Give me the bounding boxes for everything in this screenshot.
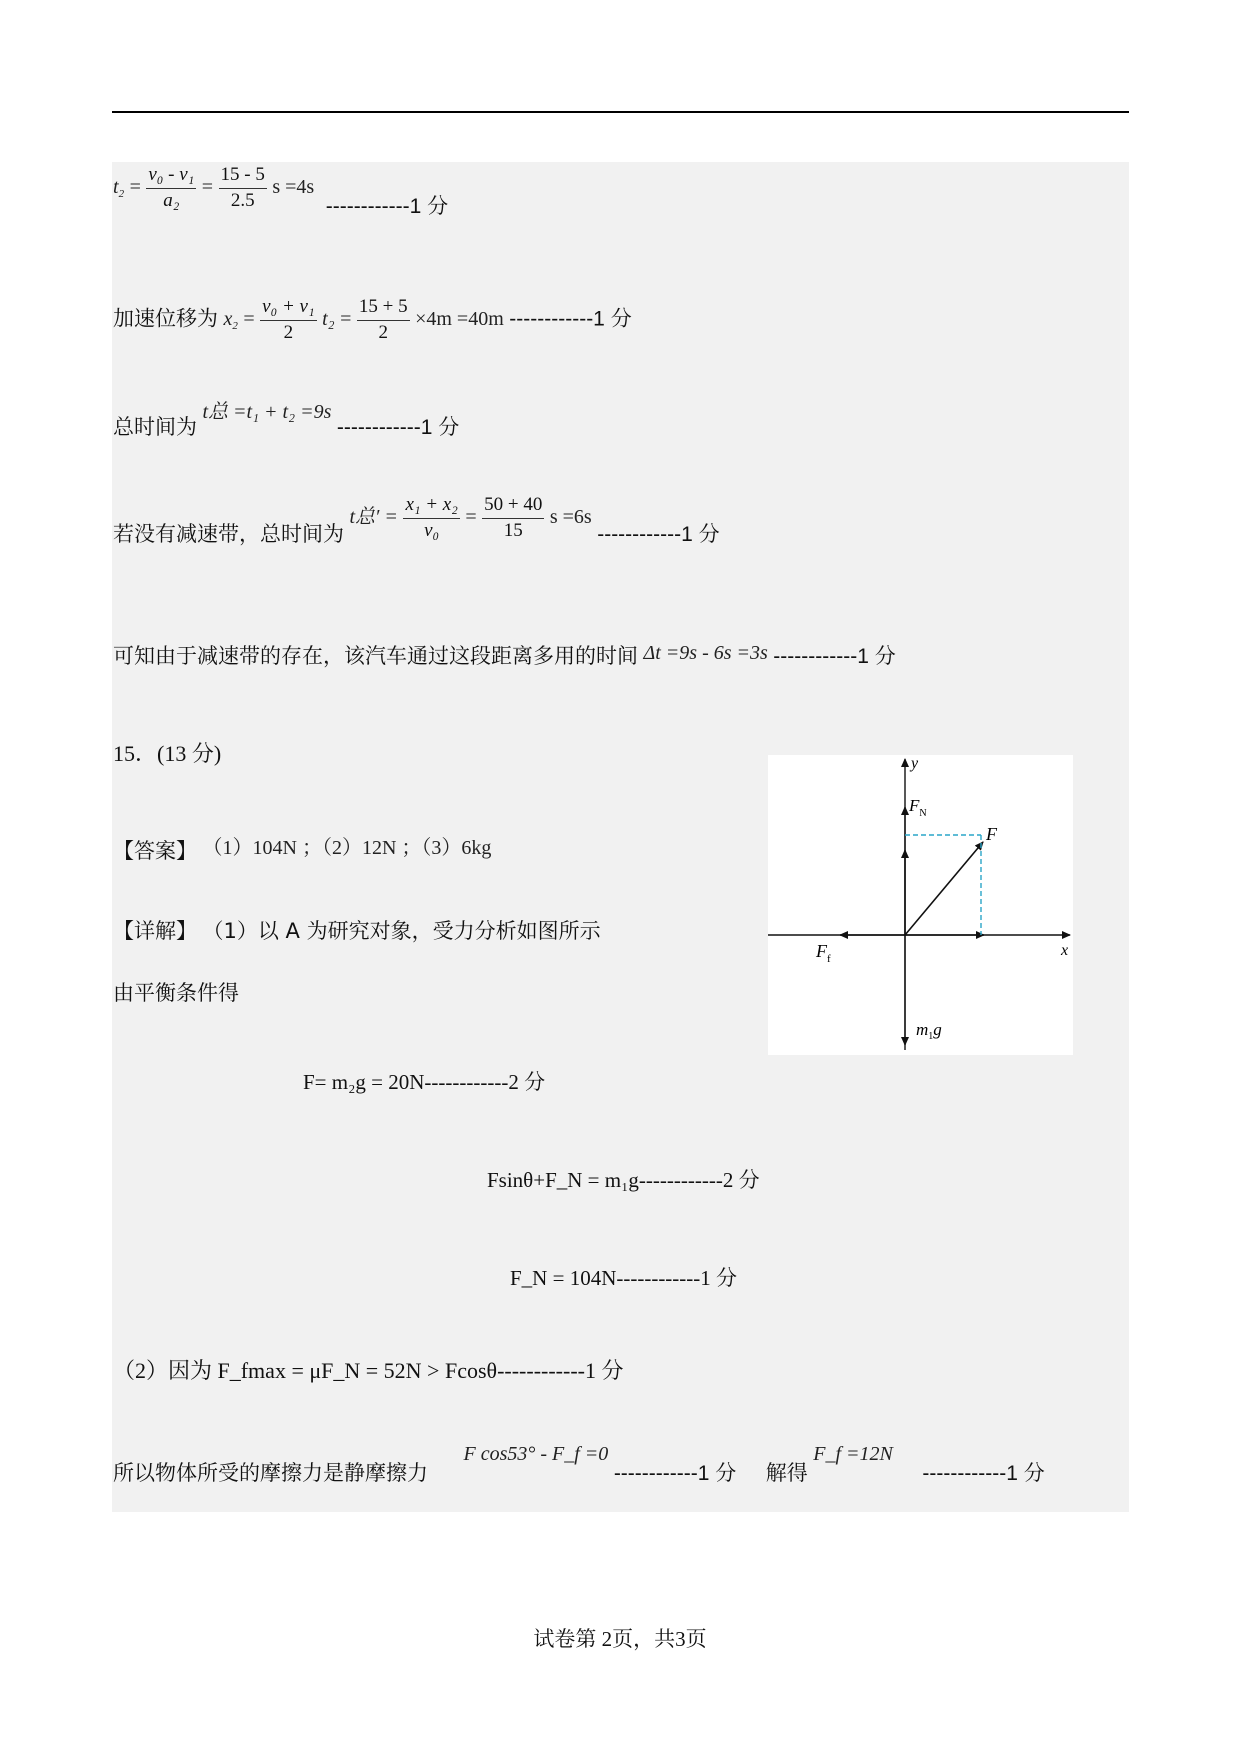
fraction: $\frac{\text{v₀ - v₁}}{\text{a₂}}$ — [148, 164, 195, 211]
fraction: $\frac{\text{x₁ + x₂}}{\text{v₀}}$ — [405, 494, 458, 541]
x-axis-label: x — [1061, 942, 1069, 959]
score: ------------1 分 — [613, 1462, 737, 1485]
score: ------------1 分 — [922, 1462, 1045, 1485]
header-rule — [112, 111, 1129, 113]
applied-force-arrow — [905, 842, 983, 935]
detail-line: 【详解】 （1）以 A 为研究对象，受力分析如图所示 — [113, 919, 601, 943]
fraction: $\frac{50 + 40}{15}$ — [484, 494, 543, 541]
answer-line: 【答案】 （1）104N ；（2）12N ；（3）6kg — [113, 837, 492, 863]
friction-label: $F_f$ — [816, 941, 831, 965]
fraction: $\frac{15 - 5}{2.5}$ — [220, 164, 265, 211]
score: ------------1 分 — [325, 195, 449, 219]
score: ------------1 分 — [336, 416, 460, 439]
equation-F: F= m₂g = 20N------------2 分 — [303, 1070, 546, 1094]
force-diagram — [768, 755, 1073, 1055]
equation-nobelt: 若没有减速带，总时间为 t总′ = $\frac{\text{x₁ + x₂}}{\text{v₀}}$ = $\frac{50 + 40}{15}$ s =6s ------------1 分 — [113, 494, 720, 547]
score: ------------1 分 — [597, 523, 720, 547]
equation-Ffmax: （2）因为 F_fmax = μF_N = 52N > Fcosθ------------1 分 — [113, 1358, 624, 1383]
fraction: $\frac{15 + 5}{2}$ — [358, 296, 408, 343]
equation-x2: 加速位移为 $x_2$ = $\frac{\text{v₀ + v₁}}{2}$ t₂ = $\frac{15 + 5}{2}$ ×4m =40m ------------1 分 — [113, 296, 632, 343]
page-footer: 试卷第 2页，共3页 — [533, 1627, 707, 1651]
normal-force-label: $F_N$ — [909, 796, 927, 819]
balance-label: 由平衡条件得 — [113, 981, 239, 1005]
equation-FN: F_N = 104N------------1 分 — [510, 1266, 738, 1290]
static-friction-line: 所以物体所受的摩擦力是静摩擦力 F cos53° - F_f =0 ------------1 分 解得 F_f =12N ------------1 分 — [113, 1443, 1045, 1485]
force-diagram-svg — [768, 755, 1073, 1055]
applied-force-label: F — [986, 824, 997, 844]
equation-total: 总时间为 t总 =t₁ + t₂ =9s ------------1 分 — [113, 401, 460, 439]
equation-FN-balance: Fsinθ+F_N = m₁g------------2 分 — [487, 1168, 760, 1192]
equation-delta: 可知由于减速带的存在，该汽车通过这段距离多用的时间 Δt =9s - 6s =3s ------------1 分 — [113, 642, 896, 668]
question-15-title: 15．(13 分) — [113, 741, 222, 766]
gravity-label: $m_1g$ — [916, 1020, 942, 1042]
equation-t2: $t_2$ = $\frac{\text{v₀ - v₁}}{\text{a₂}}$ = $\frac{15 - 5}{2.5}$ s =4s ------------1 分 — [113, 164, 449, 219]
fraction: $\frac{\text{v₀ + v₁}}{2}$ — [262, 296, 315, 343]
score: ------------1 分 — [509, 307, 632, 331]
score: ------------1 分 — [773, 645, 896, 668]
y-axis-label: y — [911, 755, 919, 772]
